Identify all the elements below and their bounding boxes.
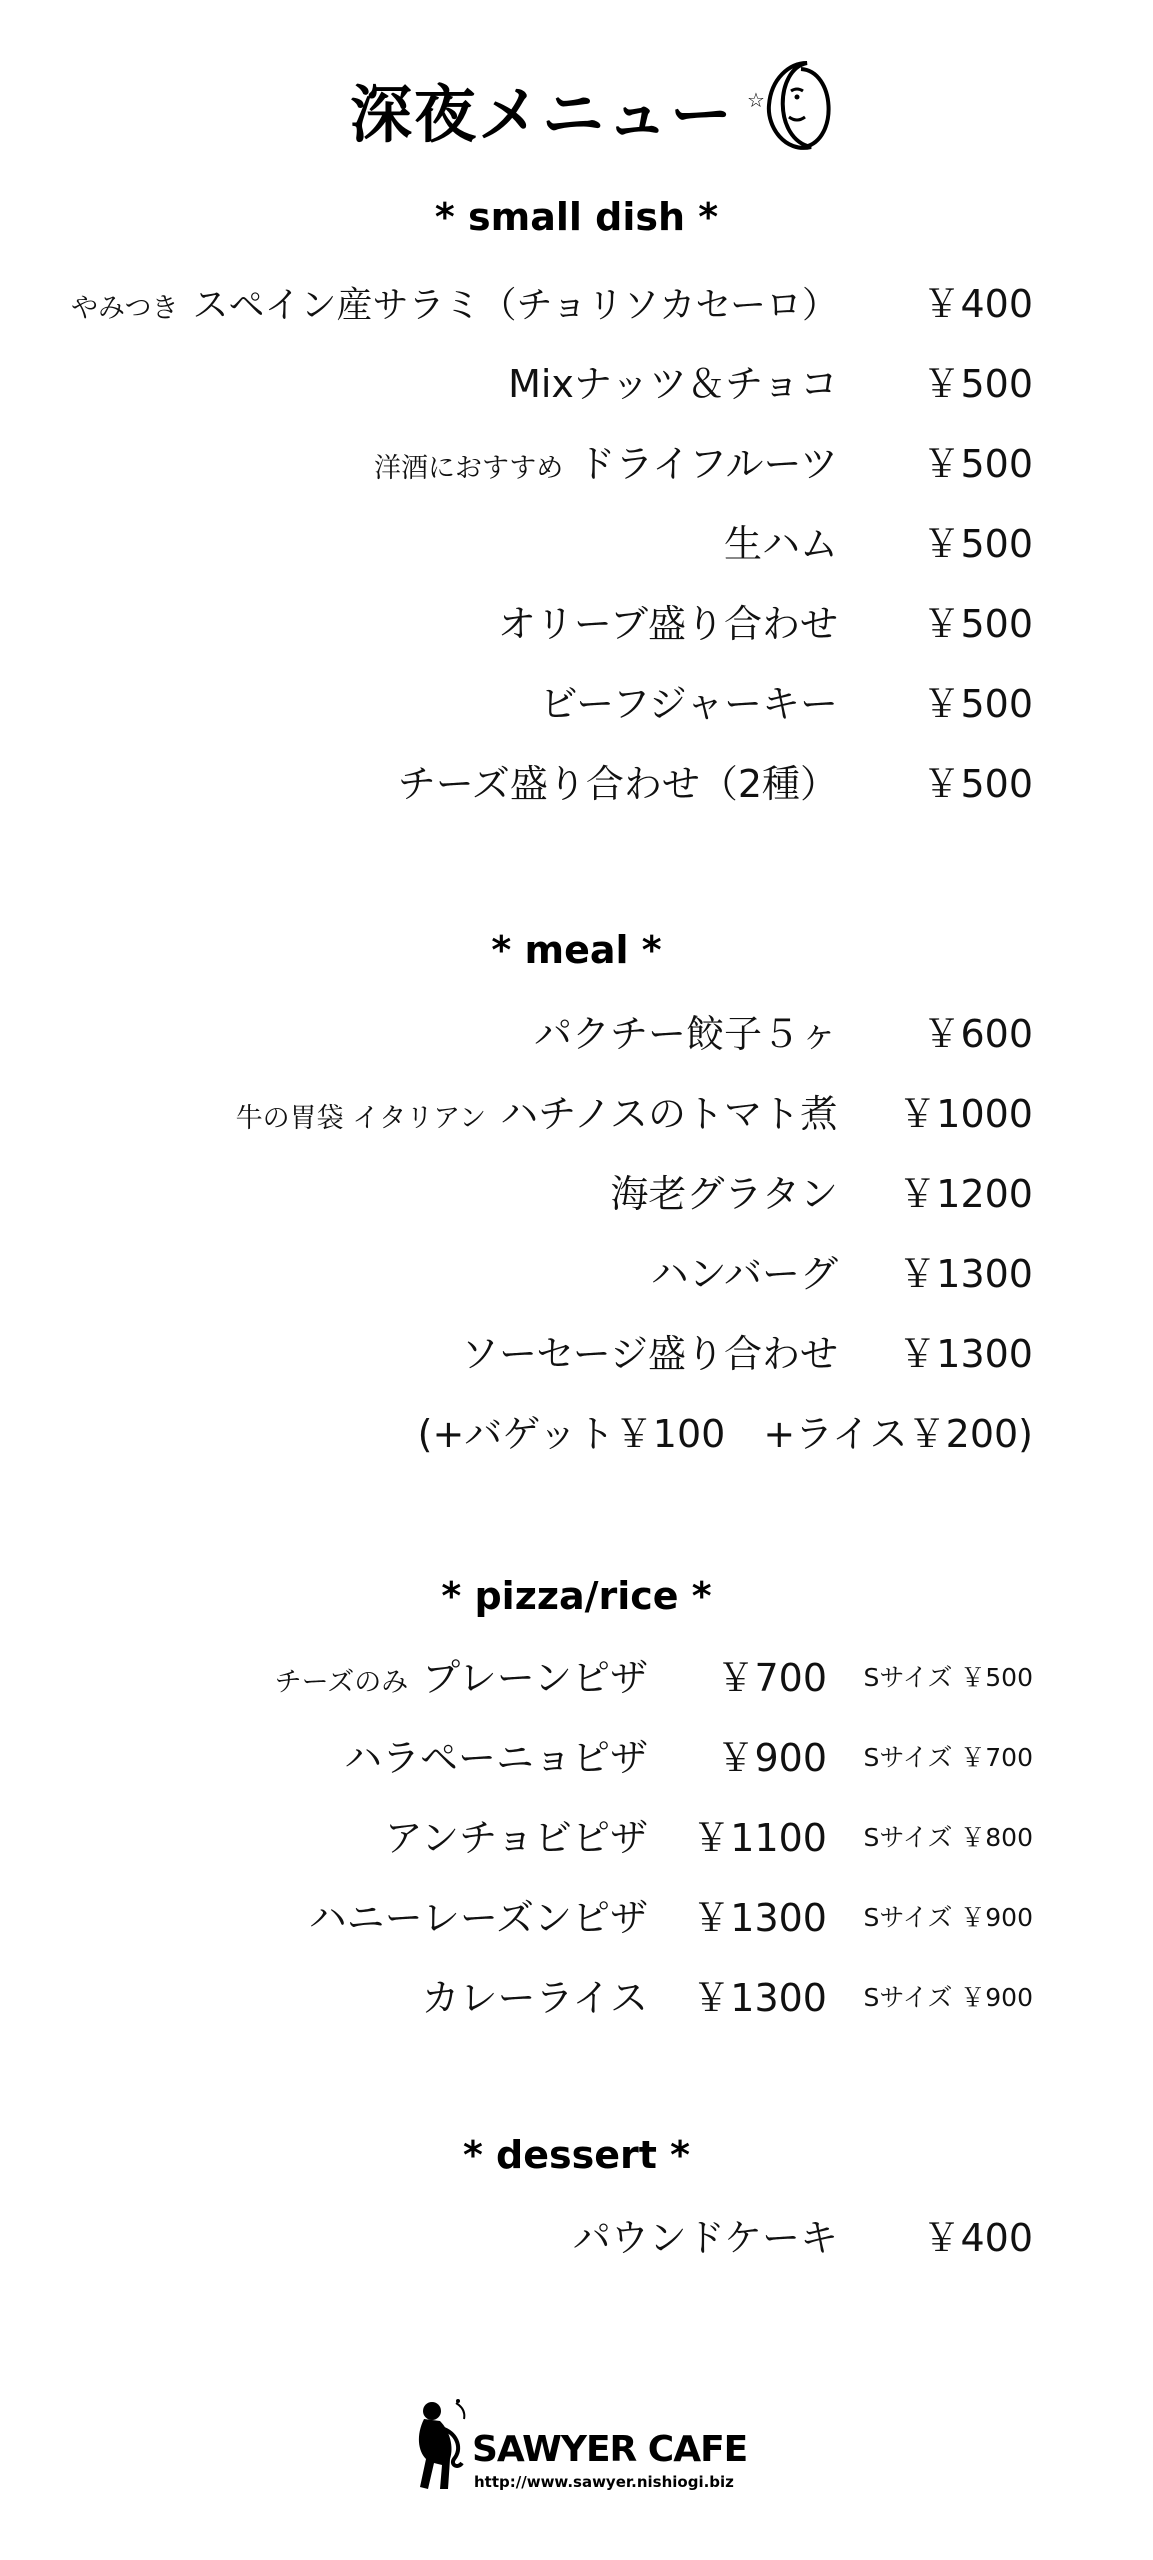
logo-text: SAWYER CAFE [472, 2429, 748, 2470]
item-name: スペイン産サラミ（チョリソカセーロ） [192, 285, 838, 326]
crescent-moon-icon [745, 55, 845, 155]
website-url: http://www.sawyer.nishiogi.biz [474, 2473, 734, 2491]
item-small-size-price: Sサイズ ￥900 [863, 1903, 1033, 1932]
item-price: ￥1300 [898, 1252, 1033, 1296]
section-title-small-dish: * small dish * [434, 195, 719, 239]
item-name: 海老グラタン [610, 1172, 838, 1216]
item-name: プレーンピザ [422, 1656, 648, 1700]
item-price: ￥500 [922, 362, 1033, 406]
item-name: Mixナッツ＆チョコ [508, 362, 838, 406]
menu-item [0, 1968, 1153, 2028]
menu-item [0, 1244, 1153, 1304]
menu-item [0, 674, 1153, 734]
menu-item [0, 1808, 1153, 1868]
item-name: 生ハム [723, 522, 838, 566]
item-name: チーズ盛り合わせ（2種） [397, 762, 838, 806]
item-small-size-price: Sサイズ ￥500 [863, 1663, 1033, 1692]
title-area [0, 55, 1153, 165]
menu-item [0, 1648, 1153, 1708]
item-price: ￥1200 [898, 1172, 1033, 1216]
item-name: ビーフジャーキー [539, 682, 838, 726]
item-price: ￥400 [922, 2216, 1033, 2260]
menu-item [0, 354, 1153, 414]
item-small-size-price: Sサイズ ￥800 [863, 1823, 1033, 1852]
section-title-pizza-rice: * pizza/rice * [441, 1574, 712, 1618]
item-price: ￥500 [922, 602, 1033, 646]
side-order-note: (+バゲット￥100 +ライス￥200) [417, 1412, 1033, 1456]
item-price: ￥1300 [898, 1332, 1033, 1376]
item-price: ￥1000 [898, 1092, 1033, 1136]
item-prefix: 牛の胃袋 イタリアン [235, 1103, 487, 1134]
item-small-size-price: Sサイズ ￥700 [863, 1743, 1033, 1772]
item-prefix: やみつき [71, 293, 179, 324]
item-price: ￥1300 [692, 1976, 827, 2020]
item-price: ￥700 [716, 1656, 827, 1700]
item-name: アンチョビピザ [384, 1816, 648, 1860]
section-title-meal: * meal * [491, 928, 662, 972]
item-price: ￥600 [922, 1012, 1033, 1056]
item-price: ￥500 [922, 682, 1033, 726]
item-price: ￥500 [922, 522, 1033, 566]
item-name: ソーセージ盛り合わせ [461, 1332, 838, 1376]
item-price: ￥900 [716, 1736, 827, 1780]
item-name: ハラペーニョピザ [343, 1736, 648, 1780]
menu-item [0, 2208, 1153, 2268]
item-price: ￥500 [922, 442, 1033, 486]
item-name: パウンドケーキ [572, 2216, 838, 2260]
item-name: ハチノスのトマト煮 [500, 1092, 838, 1136]
menu-item [0, 1004, 1153, 1064]
menu-item [0, 1084, 1153, 1144]
menu-item [0, 514, 1153, 574]
item-prefix: 洋酒におすすめ [374, 453, 564, 484]
item-name: ドライフルーツ [577, 442, 838, 486]
item-small-size-price: Sサイズ ￥900 [863, 1983, 1033, 2012]
menu-item [0, 1324, 1153, 1384]
menu-item [0, 274, 1153, 334]
svg-text:☆: ☆ [747, 88, 765, 112]
menu-item [0, 1888, 1153, 1948]
menu-item [0, 434, 1153, 494]
menu-item [0, 1164, 1153, 1224]
sawyer-cafe-logo [410, 2395, 750, 2505]
item-name: ハンバーグ [650, 1252, 838, 1296]
menu-title: 深夜メニュー [350, 78, 735, 151]
item-price: ￥1100 [692, 1816, 827, 1860]
item-name: オリーブ盛り合わせ [497, 602, 838, 646]
item-name: カレーライス [421, 1976, 648, 2020]
item-price: ￥400 [922, 282, 1033, 326]
menu-item [0, 754, 1153, 814]
item-name: パクチー餃子５ヶ [533, 1012, 838, 1056]
item-price: ￥500 [922, 762, 1033, 806]
menu-item [0, 1728, 1153, 1788]
item-name: ハニーレーズンピザ [308, 1896, 648, 1940]
item-price: ￥1300 [692, 1896, 827, 1940]
menu-item [0, 594, 1153, 654]
section-title-dessert: * dessert * [462, 2133, 691, 2177]
item-prefix: チーズのみ [274, 1667, 409, 1698]
